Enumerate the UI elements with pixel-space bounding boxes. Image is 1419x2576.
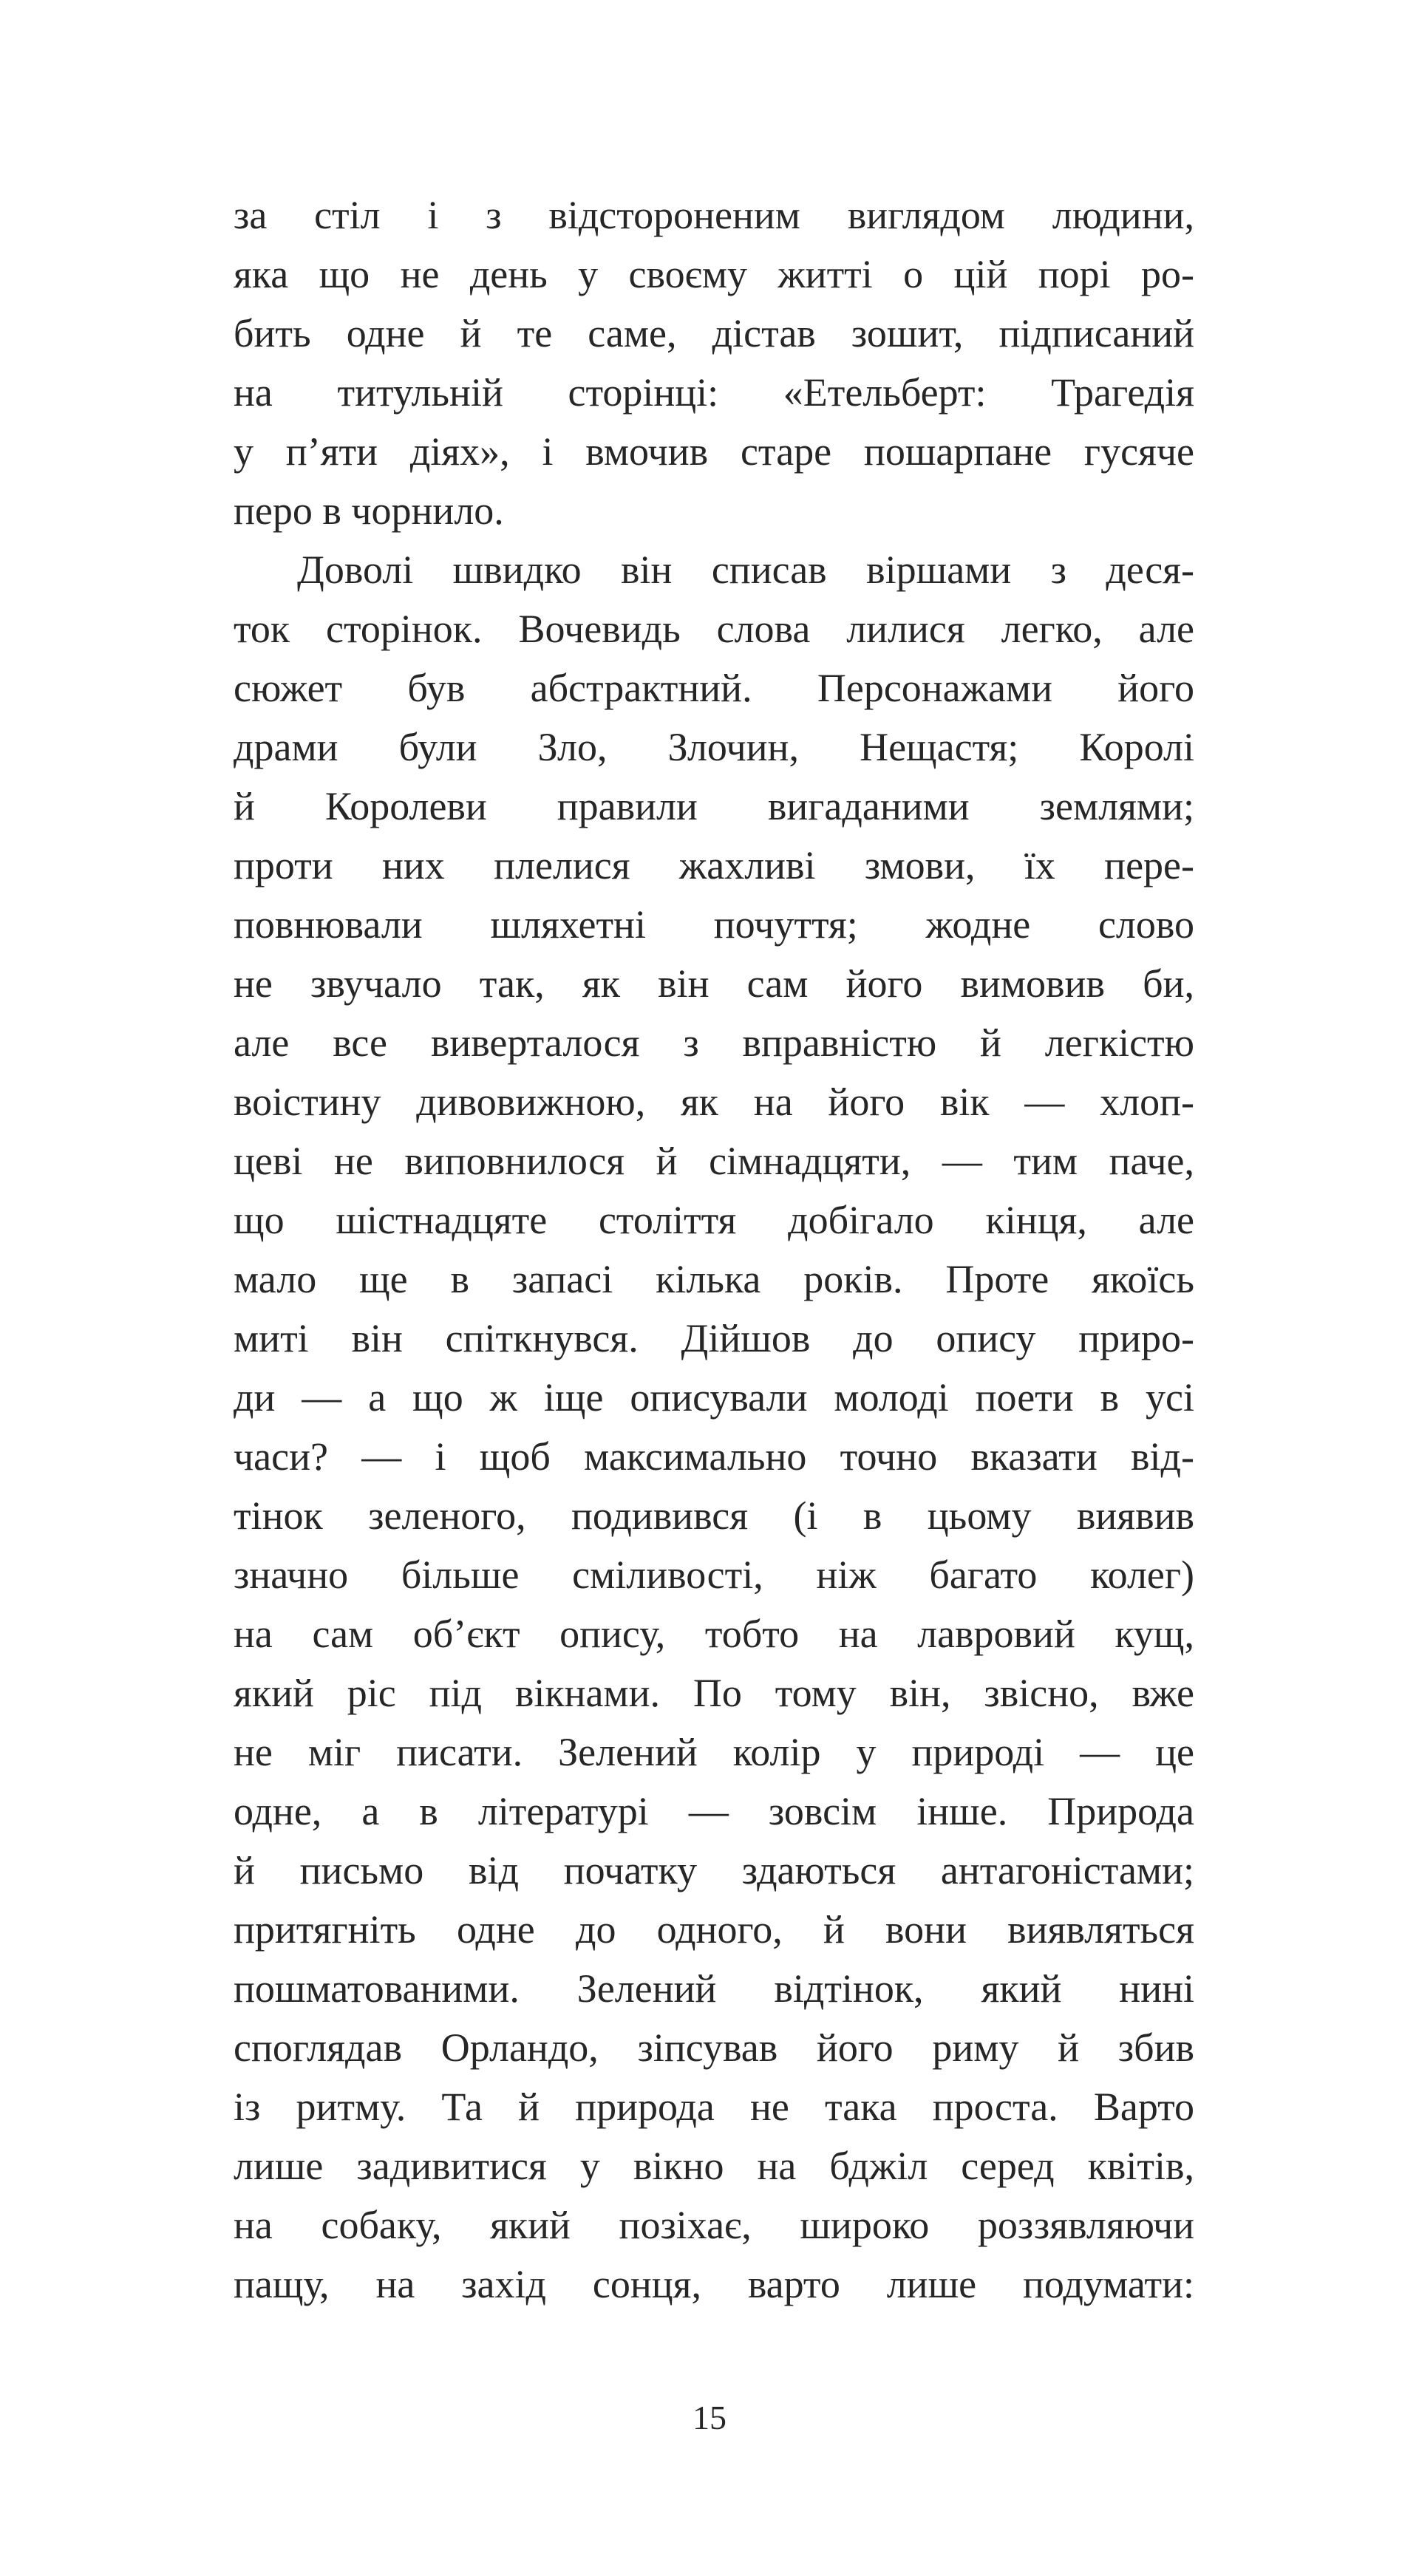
text-line: проти них плелися жахливі змови, їх пере- <box>234 843 1194 887</box>
text-line: лише задивитися у вікно на бджіл серед квітів, <box>234 2144 1194 2188</box>
text-line: драми були Зло, Злочин, Нещастя; Королі <box>234 725 1194 769</box>
page-number: 15 <box>693 2399 726 2436</box>
text-line: Доволі швидко він списав віршами з деся- <box>297 548 1194 592</box>
text-line: який ріс під вікнами. По тому він, звісно, вже <box>234 1671 1194 1715</box>
text-line: й письмо від початку здаються антагоністами; <box>234 1848 1194 1892</box>
page-body-text <box>234 185 1194 2314</box>
text-line: сюжет був абстрактний. Персонажами його <box>234 666 1194 710</box>
text-line: цеві не виповнилося й сімнадцяти, — тим паче, <box>234 1139 1194 1183</box>
text-line: на сам об’єкт опису, тобто на лавровий кущ, <box>234 1612 1194 1656</box>
text-line: за стіл і з відстороненим виглядом людини, <box>234 193 1194 237</box>
text-line: пошматованими. Зелений відтінок, який нині <box>234 1966 1194 2011</box>
text-line: повнювали шляхетні почуття; жодне слово <box>234 902 1194 947</box>
text-line: яка що не день у своєму житті о цій порі ро- <box>234 252 1194 296</box>
text-line: що шістнадцяте століття добігало кінця, але <box>234 1198 1194 1242</box>
text-line: бить одне й те саме, дістав зошит, підписаний <box>234 311 1194 355</box>
text-line: споглядав Орландо, зіпсував його риму й збив <box>234 2025 1194 2070</box>
text-line: притягніть одне до одного, й вони виявляться <box>234 1907 1194 1952</box>
text-line: із ритму. Та й природа не така проста. Варто <box>234 2085 1194 2129</box>
paragraph-2 <box>234 540 1194 2314</box>
text-line: не міг писати. Зелений колір у природі — це <box>234 1730 1194 1774</box>
text-line: пащу, на захід сонця, варто лише подумати: <box>234 2262 1194 2306</box>
text-line: значно більше сміливості, ніж багато колег) <box>234 1553 1194 1597</box>
text-line: перо в чорнило. <box>234 488 504 533</box>
text-line: ток сторінок. Вочевидь слова лилися легко, але <box>234 607 1194 651</box>
text-line: ди — а що ж іще описували молоді поети в усі <box>234 1375 1194 1420</box>
paragraph-1 <box>234 185 1194 540</box>
text-line: але все виверталося з вправністю й легкістю <box>234 1020 1194 1065</box>
text-line: одне, а в літературі — зовсім інше. Природа <box>234 1789 1194 1833</box>
text-line: тінок зеленого, подивився (і в цьому виявив <box>234 1493 1194 1538</box>
text-line: миті він спіткнувся. Дійшов до опису приро- <box>234 1316 1194 1360</box>
text-line: у п’яти діях», і вмочив старе пошарпане гусяче <box>234 429 1194 474</box>
text-line: на собаку, який позіхає, широко роззявляючи <box>234 2203 1194 2247</box>
text-line: мало ще в запасі кілька років. Проте якоїсь <box>234 1257 1194 1301</box>
text-line: не звучало так, як він сам його вимовив би, <box>234 961 1194 1006</box>
text-line: на титульній сторінці: «Етельберт: Трагедія <box>234 370 1194 415</box>
text-line: часи? — і щоб максимально точно вказати від- <box>234 1434 1194 1479</box>
text-line: воістину дивовижною, як на його вік — хлоп- <box>234 1080 1194 1124</box>
text-line: й Королеви правили вигаданими землями; <box>234 784 1194 828</box>
